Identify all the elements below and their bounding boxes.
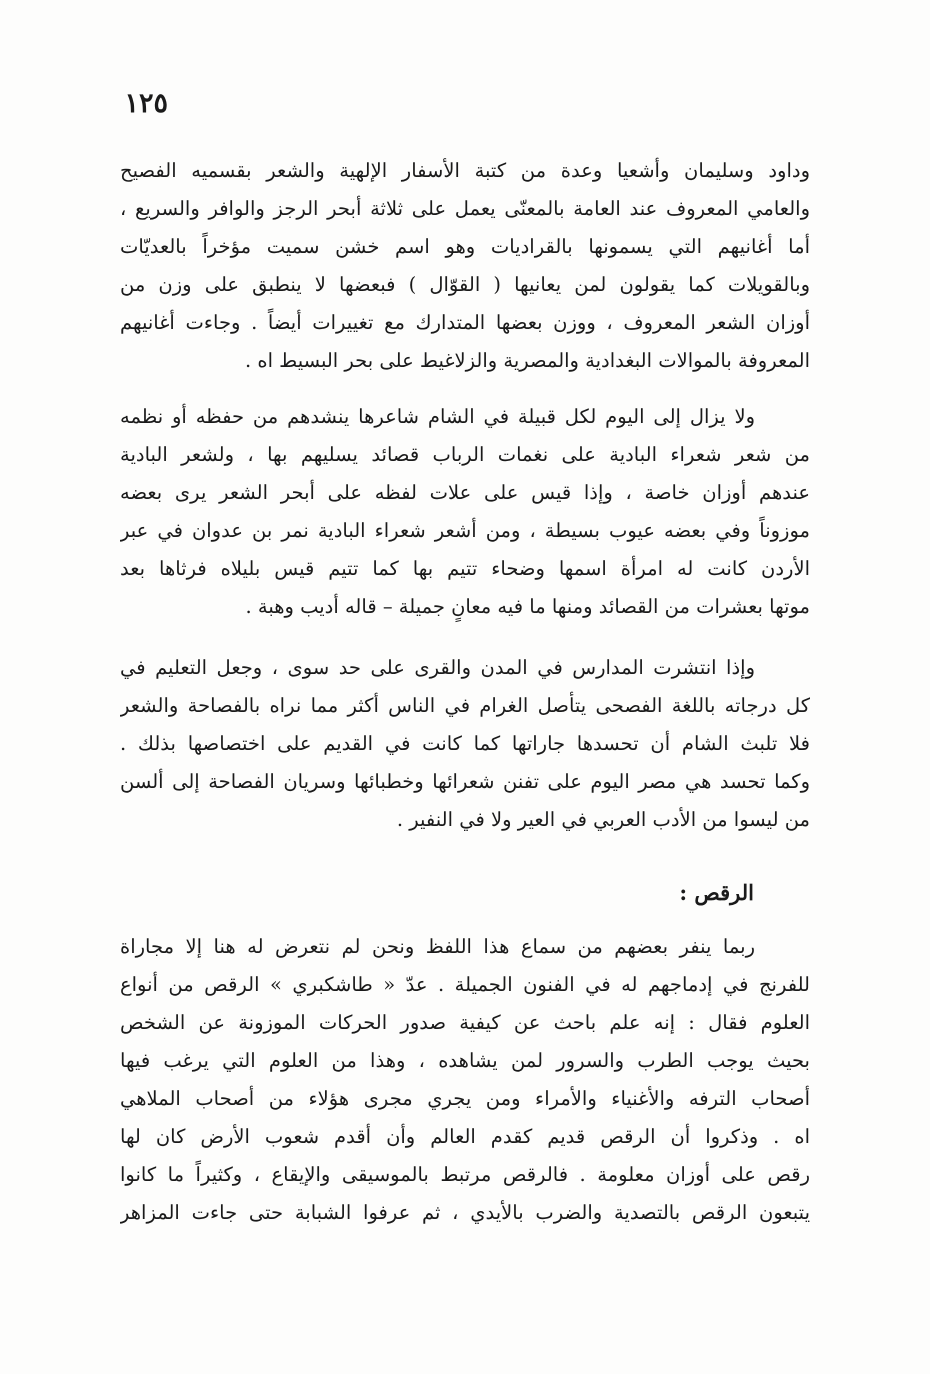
text-line: وإذا انتشرت المدارس في المدن والقرى على حد سوى ، وجعل التعليم في <box>120 656 755 679</box>
text-line: المعروفة بالموالات البغدادية والمصرية والزلاغيط على بحر البسيط اه . <box>244 349 810 372</box>
text-line: كل درجاته باللغة الفصحى يتأصل الغرام في الناس أكثر مما نراه بالفصاحة والشعر <box>120 694 810 717</box>
text-line: بحيث يوجب الطرب والسرور لمن يشاهده ، وهذا من العلوم التي يرغب فيها <box>120 1049 810 1072</box>
text-line: من شعر شعراء البادية على نغمات الرباب قصائد يسليهم بها ، ولشعر البادية <box>120 443 810 466</box>
text-line: من ليسوا من الأدب العربي في العير ولا في النفير . <box>396 808 810 831</box>
text-line: ربما ينفر بعضهم من سماع هذا اللفظ ونحن لم نتعرض له هنا إلا مجاراة <box>120 935 755 958</box>
text-line: وبالقويلات كما يقولون لمن يعانيها ( القوّال ) فبعضها لا ينطبق على وزن من <box>120 273 810 296</box>
text-line: موتها بعشرات من القصائد ومنها ما فيه معانٍ جميلة – قاله أديب وهبة . <box>245 595 810 618</box>
text-line: والعامي المعروف عند العامة بالمعنّى يعمل على ثلاثة أبحر الرجز والوافر والسريع ، <box>120 197 810 220</box>
paragraph <box>120 928 810 1232</box>
text-line: أوزان الشعر المعروف ، ووزن بعضها المتدارك مع تغييرات أيضاً . وجاءت أغانيهم <box>120 311 810 334</box>
text-line: للفرنج في إدماجهم له في الفنون الجميلة . عدّ « طاشكبري » الرقص من أنواع <box>120 973 810 996</box>
text-line: العلوم فقال : إنه علم باحث عن كيفية صدور الحركات الموزونة عن الشخص <box>120 1011 810 1034</box>
text-line: أصحاب الترفه والأغنياء والأمراء ومن يجري مجرى هؤلاء من أصحاب الملاهي <box>120 1087 810 1110</box>
text-line: وداود وسليمان وأشعيا وعدة من كتبة الأسفار الإلهية والشعر بقسميه الفصيح <box>120 159 810 182</box>
text-line: فلا تلبث الشام أن تحسدها جاراتها كما كانت في القديم على اختصاصها بذلك . <box>120 732 810 755</box>
text-line: الأردن كانت له امرأة اسمها وضحاء تتيم بها كما تتيم قيس بليلاه فرثاها بعد <box>120 557 810 580</box>
section-heading: الرقص : <box>679 880 754 905</box>
text-line: يتبعون الرقص بالتصدية والضرب بالأيدي ، ثم عرفوا الشبابة حتى جاءت المزاهر <box>120 1201 810 1224</box>
page-number: ١٢٥ <box>124 88 168 119</box>
text-line: عندهم أوزان خاصة ، وإذا قيس على علات لفظه على أبحر الشعر يرى بعضه <box>120 481 810 504</box>
text-line: اه . وذكروا أن الرقص قديم كقدم العالم وأن أقدم شعوب الأرض كان لها <box>120 1125 810 1148</box>
paragraph <box>120 152 810 380</box>
paragraph <box>120 398 810 626</box>
text-line: رقص على أوزان معلومة . فالرقص مرتبط بالموسيقى والإيقاع ، وكثيراً ما كانوا <box>120 1163 810 1186</box>
text-line: ولا يزال إلى اليوم لكل قبيلة في الشام شاعرها ينشدهم من حفظه أو نظمه <box>120 405 755 428</box>
text-line: وكما تحسد هي مصر اليوم على تفنن شعرائها وخطبائها وسريان الفصاحة إلى ألسن <box>120 770 810 793</box>
text-line: أما أغانيهم التي يسمونها بالقراديات وهو اسم خشن سميت مؤخراً بالعديّات <box>120 235 810 258</box>
paragraph <box>120 649 810 839</box>
text-line: موزوناً وفي بعضه عيوب بسيطة ، ومن أشعر شعراء البادية نمر بن عدوان في عبر <box>120 519 810 542</box>
